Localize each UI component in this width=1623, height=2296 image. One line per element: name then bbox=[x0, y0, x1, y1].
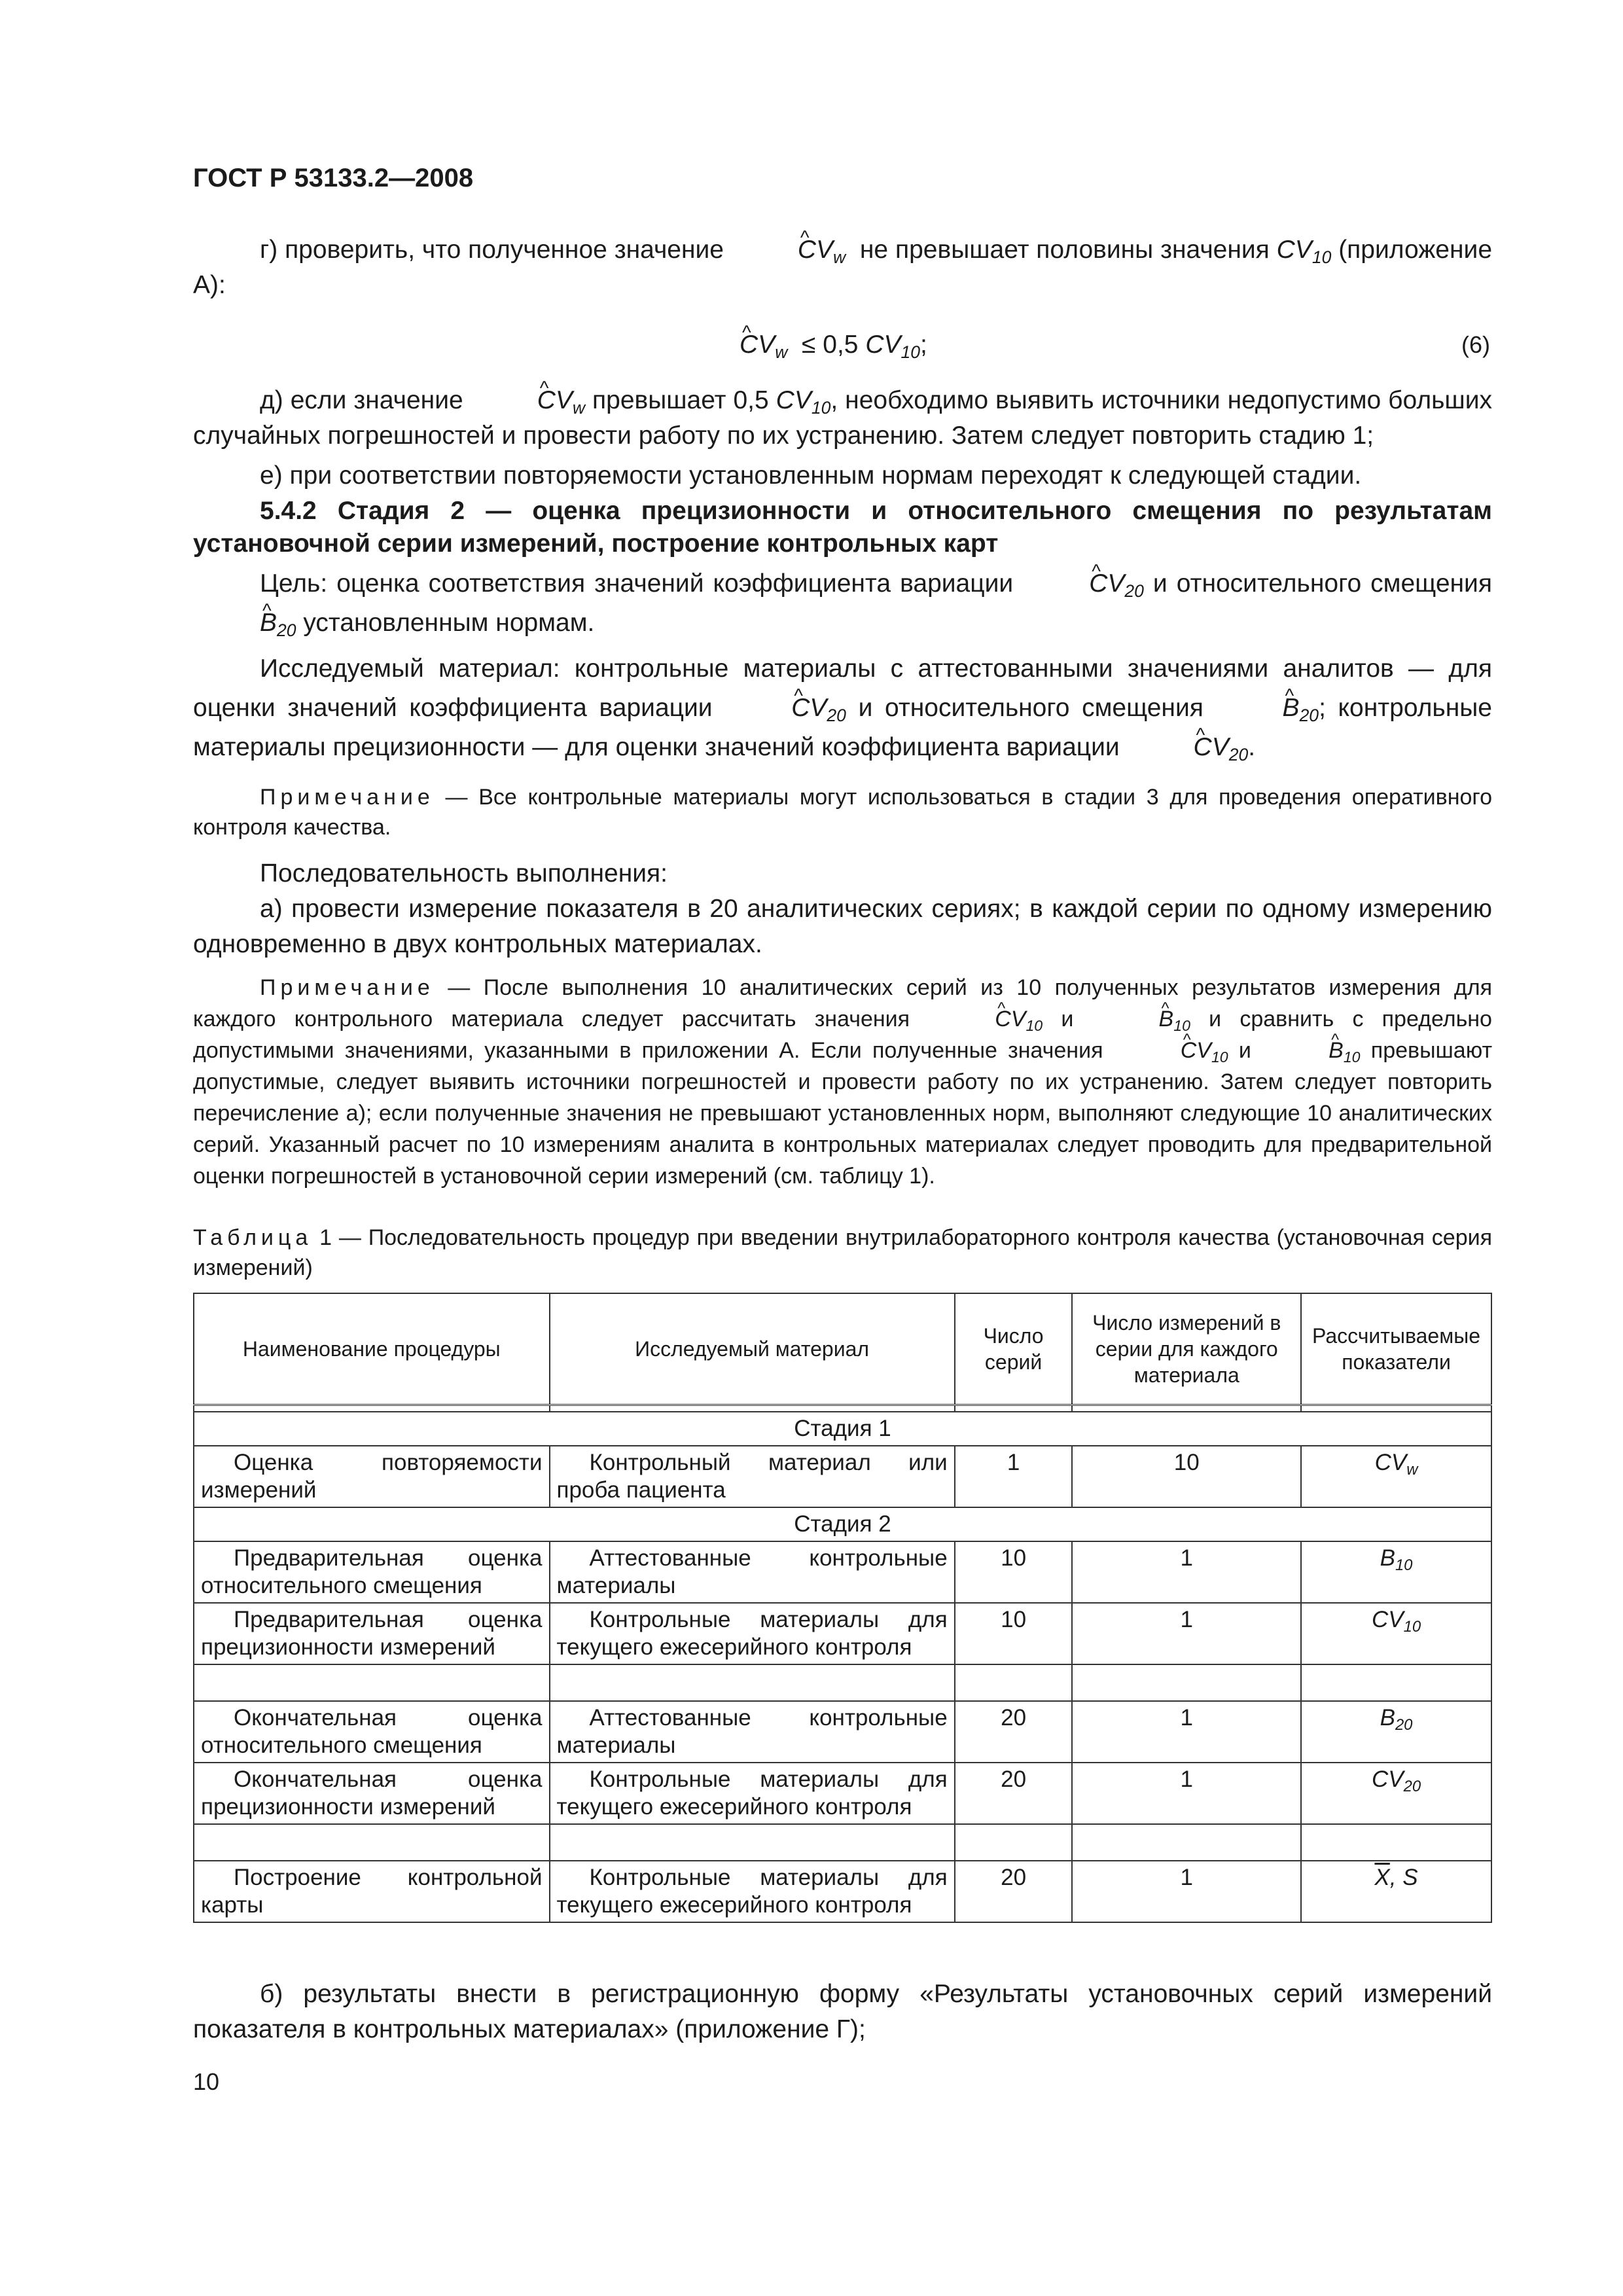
formula-cvw: ^ $CV_w$ bbox=[731, 232, 846, 268]
procedures-table bbox=[193, 1293, 1492, 1923]
column-header: Наименование процедуры bbox=[194, 1293, 550, 1405]
section-heading-5-4-2: 5.4.2 Стадия 2 — оценка прецизионности и относительного смещения по результатам установочной серии измерений, построение контрольных карт bbox=[193, 497, 1492, 558]
sequence-title: Последовательность выполнения: bbox=[260, 859, 668, 888]
indicator-cell: $CV_{10}$ bbox=[1301, 1603, 1491, 1664]
column-header: Число серий bbox=[955, 1293, 1073, 1405]
series-cell: 20 bbox=[955, 1701, 1073, 1763]
table-header-row bbox=[194, 1293, 1491, 1405]
count-cell: 1 bbox=[1072, 1541, 1301, 1603]
series-cell: 10 bbox=[955, 1603, 1073, 1664]
count-cell: 10 bbox=[1072, 1446, 1301, 1507]
series-cell: 20 bbox=[955, 1763, 1073, 1824]
column-header: Исследуемый материал bbox=[550, 1293, 955, 1405]
paragraph-e: е) при соответствии повторяемости установленным нормам переходят к следующей стадии. bbox=[260, 461, 1362, 490]
material-cell: Аттестованные контрольные материалы bbox=[550, 1701, 955, 1763]
series-cell: 1 bbox=[955, 1446, 1073, 1507]
stage-label: Стадия 2 bbox=[194, 1507, 1491, 1541]
page-number: 10 bbox=[193, 2068, 220, 2095]
formula-6: ^ $CV_w \le 0,5$ $CV_{10}$; bbox=[740, 327, 927, 363]
procedure-cell: Окончательная оценка прецизионности измерений bbox=[194, 1763, 550, 1824]
note-2: Примечание — После выполнения 10 аналитических серий из 10 полученных результатов измерения для каждого контрольного материала следует рассчитать значения ^ $CV_{10}$ и ^ $B_{10}$ и сравнить с предельно допустимыми значениями, указанными в приложении А. Если полученные значения ^ $CV_{10}$ и ^ $B_{10}$ превышают допустимые, следует выявить источники погрешностей и провести работу по их устранению. Затем следует повторить перечисление а); если полученные значения не превышают установленных норм, выполняют следующие 10 аналитических серий. Указанный расчет по 10 измерениям аналита в контрольных материалах следует проводить для предварительной оценки погрешностей в установочной серии измерений (см. таблицу 1). bbox=[193, 972, 1492, 1192]
paragraph-a: а) провести измерение показателя в 20 аналитических сериях; в каждой серии по одному измерению одновременно в двух контрольных материалах. bbox=[193, 895, 1492, 958]
material-cell: Контрольные материалы для текущего ежесерийного контроля bbox=[550, 1861, 955, 1922]
count-cell: 1 bbox=[1072, 1701, 1301, 1763]
formula-cv10: $CV_{10}$ bbox=[1276, 236, 1332, 267]
indicator-cell: $CV_{20}$ bbox=[1301, 1763, 1491, 1824]
text: (приложение А): bbox=[193, 236, 1493, 299]
count-cell: 1 bbox=[1072, 1763, 1301, 1824]
table-row bbox=[194, 1446, 1491, 1507]
table-row bbox=[194, 1763, 1491, 1824]
table-row bbox=[194, 1541, 1491, 1603]
text: г) проверить, что полученное значение bbox=[260, 236, 724, 264]
series-cell: 20 bbox=[955, 1861, 1073, 1922]
paragraph-d: д) если значение ^ $CV_w$ превышает 0,5 $CV_{10}$, необходимо выявить источники недопустимо больших случайных погрешностей и провести работу по их устранению. Затем следует повторить стадию 1; bbox=[193, 383, 1492, 454]
material-cell: Контрольные материалы для текущего ежесерийного контроля bbox=[550, 1603, 955, 1664]
text: не превышает половины значения bbox=[859, 236, 1270, 264]
table-spacer-row bbox=[194, 1664, 1491, 1701]
paragraph-material: Исследуемый материал: контрольные материалы с аттестованными значениями аналитов — для оценки значений коэффициента вариации ^ $CV_{20}$ и относительного смещения ^ $B_{20}$; контрольные материалы прецизионности — для оценки значений коэффициента вариации ^ $CV_{20}$. bbox=[193, 649, 1492, 767]
column-header: Рассчитываемые показатели bbox=[1301, 1293, 1491, 1405]
paragraph-g bbox=[193, 232, 1492, 303]
indicator-cell: $B_{20}$ bbox=[1301, 1701, 1491, 1763]
table-row bbox=[194, 1861, 1491, 1922]
count-cell: 1 bbox=[1072, 1603, 1301, 1664]
paragraph-goal: Цель: оценка соответствия значений коэффициента вариации ^ $CV_{20}$ и относительного смещения ^ $B_{20}$ установленным нормам. bbox=[193, 564, 1492, 643]
procedure-cell: Окончательная оценка относительного смещения bbox=[194, 1701, 550, 1763]
material-cell: Контрольный материал или проба пациента bbox=[550, 1446, 955, 1507]
procedure-cell: Построение контрольной карты bbox=[194, 1861, 550, 1922]
column-header: Число измерений в серии для каждого материала bbox=[1072, 1293, 1301, 1405]
indicator-cell: $CV_w$ bbox=[1301, 1446, 1491, 1507]
table-caption: Таблица 1 — Последовательность процедур при введении внутрилабораторного контроля качества (установочная серия измерений) bbox=[193, 1225, 1493, 1280]
series-cell: 10 bbox=[955, 1541, 1073, 1603]
procedure-cell: Оценка повторяемости измерений bbox=[194, 1446, 550, 1507]
table-row bbox=[194, 1603, 1491, 1664]
count-cell: 1 bbox=[1072, 1861, 1301, 1922]
table-row bbox=[194, 1701, 1491, 1763]
procedure-cell: Предварительная оценка прецизионности измерений bbox=[194, 1603, 550, 1664]
note-1: Примечание — Все контрольные материалы могут использоваться в стадии 3 для проведения оперативного контроля качества. bbox=[193, 785, 1492, 840]
formula-number: (6) bbox=[1461, 331, 1490, 358]
material-cell: Контрольные материалы для текущего ежесерийного контроля bbox=[550, 1763, 955, 1824]
table-spacer-row bbox=[194, 1824, 1491, 1861]
procedure-cell: Предварительная оценка относительного смещения bbox=[194, 1541, 550, 1603]
stage-row bbox=[194, 1507, 1491, 1541]
document-header: ГОСТ Р 53133.2—2008 bbox=[193, 164, 474, 192]
paragraph-b: б) результаты внести в регистрационную форму «Результаты установочных серий измерений показателя в контрольных материалах» (приложение Г); bbox=[193, 1980, 1492, 2043]
stage-label: Стадия 1 bbox=[194, 1412, 1491, 1446]
indicator-cell: $B_{10}$ bbox=[1301, 1541, 1491, 1603]
indicator-cell: $\overline{X}$, S bbox=[1301, 1861, 1491, 1922]
stage-row bbox=[194, 1412, 1491, 1446]
material-cell: Аттестованные контрольные материалы bbox=[550, 1541, 955, 1603]
